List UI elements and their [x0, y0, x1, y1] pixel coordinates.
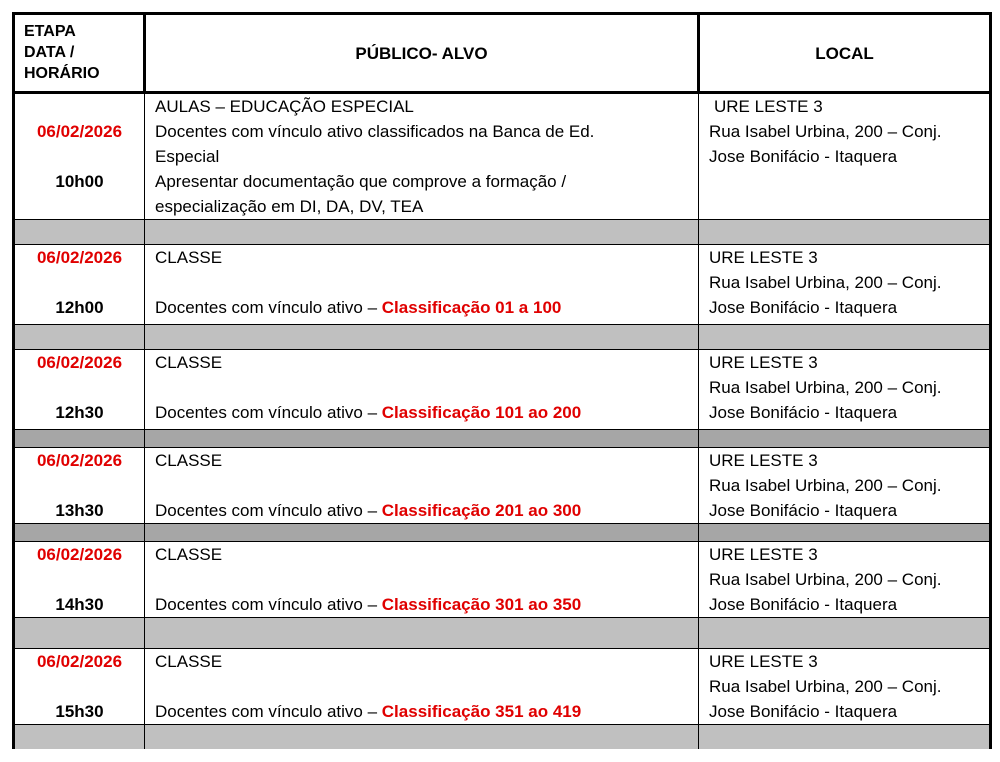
time-text: 12h30	[55, 403, 104, 422]
docentes-text: Docentes com vínculo ativo –	[155, 298, 382, 317]
local-line: Jose Bonifácio - Itaquera	[709, 403, 898, 422]
schedule-row	[14, 448, 991, 524]
docentes-line	[155, 592, 698, 617]
header-row	[14, 14, 991, 93]
publico-line: Docentes com vínculo ativo classificados na Banca de Ed.	[155, 122, 595, 141]
tipo-text: CLASSE	[155, 353, 223, 372]
header-etapa	[14, 14, 145, 93]
date-time-cell	[14, 93, 145, 220]
local-cell	[699, 448, 991, 524]
header-horario-label: HORÁRIO	[24, 65, 100, 82]
local-cell	[699, 245, 991, 325]
local-line: Rua Isabel Urbina, 200 – Conj.	[709, 677, 942, 696]
docentes-line	[155, 699, 698, 724]
time-text: 12h00	[55, 298, 104, 317]
time-text: 13h30	[55, 501, 104, 520]
docentes-line	[155, 498, 698, 523]
docentes-text: Docentes com vínculo ativo –	[155, 595, 382, 614]
time-text: 15h30	[55, 702, 104, 721]
separator-row	[14, 618, 991, 649]
schedule-row	[14, 93, 991, 220]
header-data-label: DATA /	[24, 44, 75, 61]
docentes-text: Docentes com vínculo ativo –	[155, 403, 382, 422]
classificacao-text: Classificação 351 ao 419	[381, 702, 582, 721]
local-line: URE LESTE 3	[709, 353, 818, 372]
publico-cell	[145, 649, 699, 725]
local-cell	[699, 350, 991, 430]
classificacao-text: Classificação 101 ao 200	[381, 403, 582, 422]
classificacao-text: Classificação 301 ao 350	[381, 595, 582, 614]
local-line: Jose Bonifácio - Itaquera	[709, 595, 898, 614]
schedule-table	[12, 12, 992, 749]
local-line: Rua Isabel Urbina, 200 – Conj.	[709, 378, 942, 397]
date-time-cell	[14, 350, 145, 430]
tipo-text: CLASSE	[155, 545, 223, 564]
publico-cell	[145, 350, 699, 430]
local-line: URE LESTE 3	[714, 97, 823, 116]
publico-cell	[145, 245, 699, 325]
tipo-text: CLASSE	[155, 451, 223, 470]
tipo-text: CLASSE	[155, 248, 223, 267]
local-cell	[699, 649, 991, 725]
local-cell	[699, 93, 991, 220]
schedule-row	[14, 542, 991, 618]
local-line: Rua Isabel Urbina, 200 – Conj.	[709, 122, 942, 141]
header-local: LOCAL	[699, 14, 991, 93]
local-line: Jose Bonifácio - Itaquera	[709, 298, 898, 317]
classificacao-text: Classificação 201 ao 300	[381, 501, 582, 520]
docentes-line	[155, 295, 698, 320]
separator-row	[14, 430, 991, 448]
local-line: Rua Isabel Urbina, 200 – Conj.	[709, 273, 942, 292]
date-text: 06/02/2026	[36, 248, 123, 267]
date-time-cell	[14, 245, 145, 325]
date-time-cell	[14, 542, 145, 618]
docentes-text: Docentes com vínculo ativo –	[155, 501, 382, 520]
date-time-cell	[14, 649, 145, 725]
docentes-line	[155, 400, 698, 425]
local-cell	[699, 542, 991, 618]
schedule-row	[14, 649, 991, 725]
local-line: URE LESTE 3	[709, 248, 818, 267]
publico-line: Apresentar documentação que comprove a formação /	[155, 172, 567, 191]
local-line: Jose Bonifácio - Itaquera	[709, 147, 898, 166]
date-text: 06/02/2026	[36, 545, 123, 564]
local-line: URE LESTE 3	[709, 545, 818, 564]
tipo-text: CLASSE	[155, 652, 223, 671]
local-line: URE LESTE 3	[709, 451, 818, 470]
publico-line: especialização em DI, DA, DV, TEA	[155, 197, 424, 216]
local-line: Jose Bonifácio - Itaquera	[709, 702, 898, 721]
time-text: 14h30	[55, 595, 104, 614]
date-text: 06/02/2026	[36, 122, 123, 141]
date-text: 06/02/2026	[36, 353, 123, 372]
schedule-row	[14, 350, 991, 430]
classificacao-text: Classificação 01 a 100	[381, 298, 562, 317]
separator-row	[14, 725, 991, 750]
date-time-cell	[14, 448, 145, 524]
header-publico: PÚBLICO- ALVO	[145, 14, 699, 93]
local-line: URE LESTE 3	[709, 652, 818, 671]
local-line: Rua Isabel Urbina, 200 – Conj.	[709, 476, 942, 495]
separator-row	[14, 220, 991, 245]
date-text: 06/02/2026	[36, 652, 123, 671]
publico-cell	[145, 93, 699, 220]
schedule-sheet	[12, 12, 989, 749]
publico-cell	[145, 542, 699, 618]
publico-cell	[145, 448, 699, 524]
local-line: Rua Isabel Urbina, 200 – Conj.	[709, 570, 942, 589]
docentes-text: Docentes com vínculo ativo –	[155, 702, 382, 721]
separator-row	[14, 325, 991, 350]
schedule-row	[14, 245, 991, 325]
header-etapa-label: ETAPA	[24, 23, 76, 40]
separator-row	[14, 524, 991, 542]
local-line: Jose Bonifácio - Itaquera	[709, 501, 898, 520]
date-text: 06/02/2026	[36, 451, 123, 470]
publico-line: AULAS – EDUCAÇÃO ESPECIAL	[155, 97, 414, 116]
publico-line: Especial	[155, 147, 220, 166]
time-text: 10h00	[55, 172, 104, 191]
